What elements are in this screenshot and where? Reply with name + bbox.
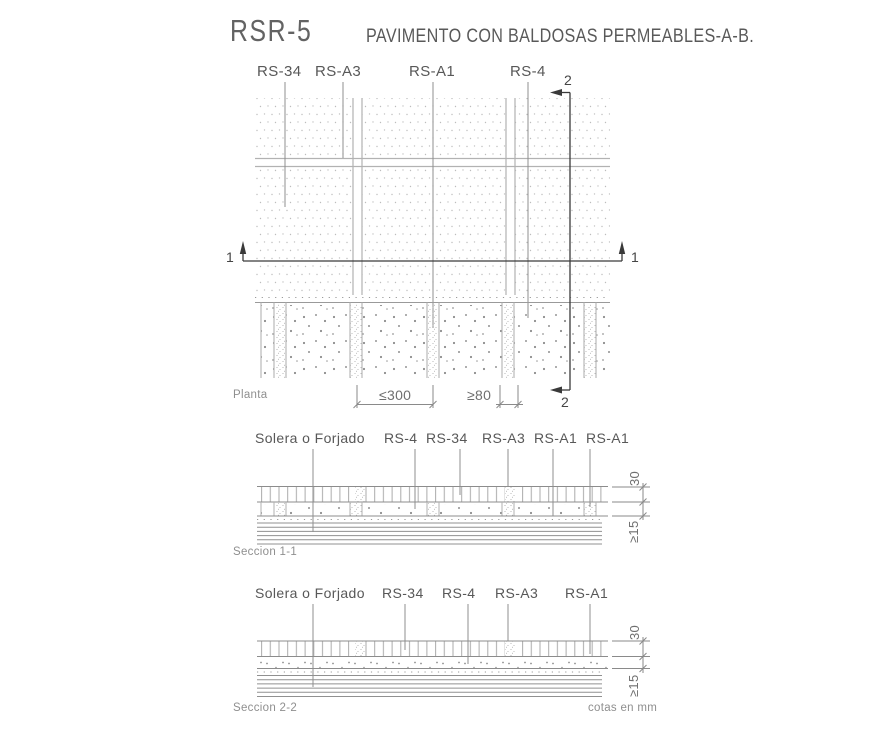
section-2-tile-layer: [257, 642, 608, 657]
section-1-caption: Seccion 1-1: [233, 546, 298, 558]
sheet-code: RSR-5: [230, 13, 313, 48]
s1-label-rs4: RS-4: [384, 430, 418, 446]
s2-label-solera: Solera o Forjado: [255, 585, 365, 601]
cut-1-marker-left: 1: [226, 249, 234, 265]
section-1-bedding-layer: [257, 502, 608, 516]
plan-label-rs34: RS-34: [257, 63, 302, 80]
s1-dim-15: ≥15: [626, 520, 641, 543]
s1-label-rs34: RS-34: [426, 430, 468, 446]
cut-2-arrow-bottom: [550, 387, 562, 394]
plan-label-rsa1: RS-A1: [409, 63, 456, 80]
plan-view: [240, 82, 625, 408]
cut-1-marker-right: 1: [631, 249, 639, 265]
s2-label-rs34: RS-34: [382, 585, 424, 601]
s2-label-rsa3: RS-A3: [495, 585, 539, 601]
plan-label-rsa3: RS-A3: [315, 63, 362, 80]
s1-dim-30: 30: [627, 470, 642, 486]
s2-label-rs4: RS-4: [442, 585, 476, 601]
s1-label-rsa3: RS-A3: [482, 430, 526, 446]
cut-2-arrow-top: [550, 89, 562, 96]
section-1-tile-layer: [257, 487, 608, 502]
s1-label-solera: Solera o Forjado: [255, 430, 365, 446]
section-1-dimensions: [612, 483, 650, 520]
cut-2-marker-top: 2: [564, 72, 572, 88]
plan-dim-80-label: ≥80: [467, 387, 492, 403]
plan-dimension-80: [496, 385, 523, 408]
s2-label-rsa1: RS-A1: [565, 585, 609, 601]
s2-dim-15: ≥15: [626, 674, 641, 697]
plan-dim-300-label: ≤300: [379, 387, 412, 403]
s2-dim-30: 30: [627, 624, 642, 640]
cut-1-arrow-left: [240, 241, 246, 254]
section-1-drawing: [257, 449, 650, 544]
cut-2-marker-bottom: 2: [561, 394, 569, 410]
s1-label-rsa1-b: RS-A1: [586, 430, 630, 446]
cut-1-arrow-right: [619, 241, 625, 254]
plan-caption: Planta: [233, 389, 268, 401]
section-2-dimensions: [612, 637, 650, 673]
section-2-base-layers: [257, 672, 604, 697]
section-2-caption: Seccion 2-2: [233, 702, 298, 714]
section-1-base-layers: [257, 520, 604, 545]
units-note: cotas en mm: [588, 702, 658, 714]
section-2-drawing: [257, 604, 650, 697]
section-2-bedding-layer: [257, 658, 608, 669]
plan-label-rs4: RS-4: [510, 63, 546, 80]
sheet-title: PAVIMENTO CON BALDOSAS PERMEABLES-A-B.: [366, 26, 755, 47]
plan-border-band: [255, 298, 610, 379]
s1-label-rsa1-a: RS-A1: [534, 430, 578, 446]
